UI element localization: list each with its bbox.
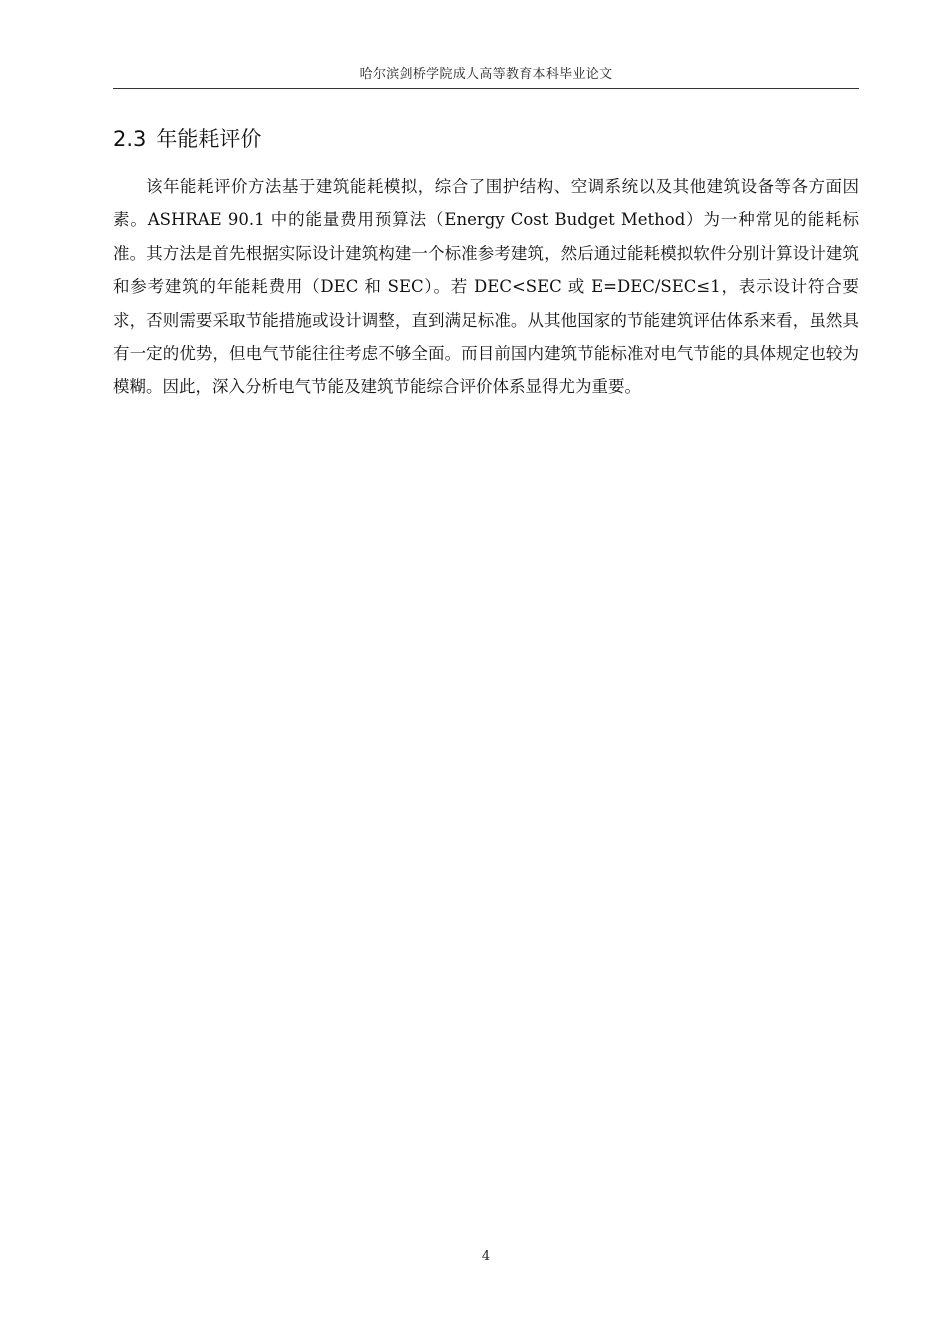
page-number: 4 [481,1249,491,1264]
section-number: 2.3 [113,127,147,151]
header-divider [113,88,859,89]
body-paragraph: 该年能耗评价方法基于建筑能耗模拟，综合了围护结构、空调系统以及其他建筑设备等各方面因素。ASHRAE 90.1 中的能量费用预算法（Energy Cost Budget Method）为一种常见的能耗标准。其方法是首先根据实际设计建筑构建一个标准参考建筑，然后通过能耗模拟软件分别计算设计建筑和参考建筑的年能耗费用（DEC 和 SEC）。若 DEC<SEC 或 E=DEC/SEC≤1，表示设计符合要求，否则需要采取节能措施或设计调整，直到满足标准。从其他国家的节能建筑评估体系来看，虽然具有一定的优势，但电气节能往往考虑不够全面。而目前国内建筑节能标准对电气节能的具体规定也较为模糊。因此，深入分析电气节能及建筑节能综合评价体系显得尤为重要。 [113,177,859,397]
section-title: 年能耗评价 [156,127,262,151]
running-header: 哈尔滨剑桥学院成人高等教育本科毕业论文 [359,67,613,82]
section-heading [113,124,859,154]
